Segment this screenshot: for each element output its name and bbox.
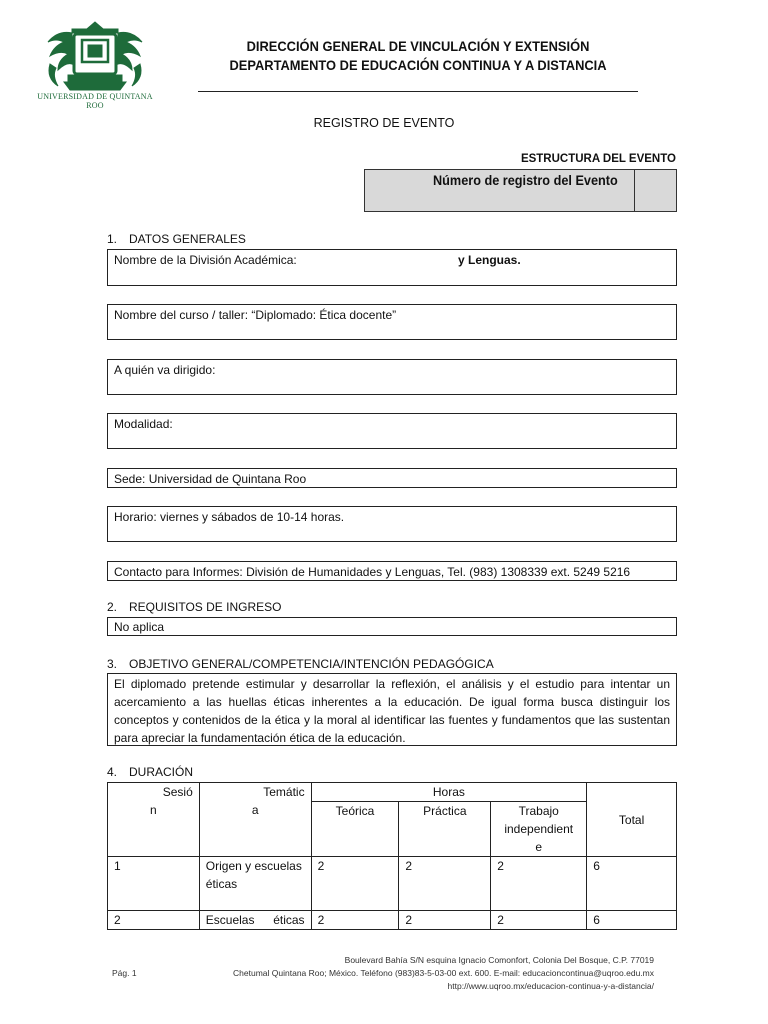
header-practica: Práctica — [399, 802, 491, 857]
section-number: 3. — [107, 657, 118, 671]
table-row — [108, 857, 677, 911]
header-line-1: DIRECCIÓN GENERAL DE VINCULACIÓN Y EXTENSIÓN — [246, 38, 590, 54]
cell-practica: 2 — [399, 857, 491, 911]
footer-url[interactable]: http://www.uqroo.mx/educacion-continua-y-a-distancia/ — [447, 981, 654, 991]
section-duracion — [107, 765, 193, 779]
curso-field — [107, 304, 677, 340]
university-crest-icon — [28, 20, 162, 92]
page-number: Pág. 1 — [112, 968, 137, 978]
section-number: 2. — [107, 600, 118, 614]
objetivo-text: El diplomado pretende estimular y desarrollar la reflexión, el análisis y el estudio para intentar un acercamiento a las huellas éticas inherentes a la educación. De igual forma busca distinguir los conceptos y contenidos de la ética y la moral al identificar las fuentes y fundamentos que las sustentan para apreciar la fundamentación ética de la educación. — [114, 677, 670, 745]
modalidad-field — [107, 413, 677, 449]
section-objetivo — [107, 657, 494, 671]
sede-field — [107, 468, 677, 488]
division-field — [107, 249, 677, 286]
header-divider — [198, 91, 638, 92]
header-trabajo-b: independient — [504, 822, 574, 836]
contacto-field — [107, 561, 677, 581]
horario-field — [107, 506, 677, 542]
header-horas: Horas — [311, 783, 587, 802]
registration-number-label: Número de registro del Evento — [433, 173, 618, 188]
cell-sesion: 1 — [108, 857, 200, 911]
section-title: OBJETIVO GENERAL/COMPETENCIA/INTENCIÓN PEDAGÓGICA — [129, 657, 494, 671]
cell-sesion: 2 — [108, 911, 200, 930]
university-name: UNIVERSIDAD DE QUINTANA ROO — [37, 92, 153, 110]
cell-trabajo: 2 — [491, 911, 587, 930]
footer-address: Boulevard Bahía S/N esquina Ignacio Comonfort, Colonia Del Bosque, C.P. 77019 — [344, 955, 654, 965]
dirigido-text: A quién va dirigido: — [114, 363, 216, 377]
division-label: Nombre de la División Académica: — [114, 253, 297, 267]
modalidad-text: Modalidad: — [114, 417, 173, 431]
header-teorica: Teórica — [311, 802, 399, 857]
requisitos-text: No aplica — [114, 620, 165, 634]
cell-teorica: 2 — [311, 857, 399, 911]
cell-total: 6 — [587, 911, 677, 930]
cell-trabajo: 2 — [491, 857, 587, 911]
curso-text: Nombre del curso / taller: “Diplomado: Ética docente” — [114, 308, 397, 322]
section-title: REQUISITOS DE INGRESO — [129, 600, 282, 614]
footer-contact: Chetumal Quintana Roo; México. Teléfono (983)83-5-03-00 ext. 600. E-mail: educacioncontinua@uqroo.edu.mx — [233, 968, 654, 978]
header-trabajo — [491, 802, 587, 857]
cell-total: 6 — [587, 857, 677, 911]
header-tematica-a: Temátic — [263, 785, 305, 799]
cell-tematica: Escuelas éticas — [199, 911, 311, 930]
section-title: DURACIÓN — [129, 765, 194, 779]
section-requisitos — [107, 600, 281, 614]
cell-teorica: 2 — [311, 911, 399, 930]
dirigido-field — [107, 359, 677, 395]
sede-text: Sede: Universidad de Quintana Roo — [114, 472, 307, 486]
requisitos-field — [107, 617, 677, 636]
section-title: DATOS GENERALES — [129, 232, 246, 246]
registration-number-box — [364, 169, 677, 212]
section-number: 1. — [107, 232, 118, 246]
section-number: 4. — [107, 765, 118, 779]
section-datos-generales — [107, 232, 246, 246]
header-trabajo-c: e — [535, 840, 543, 854]
objetivo-field — [107, 673, 677, 746]
cell-tematica: Origen y escuelas éticas — [199, 857, 311, 911]
header-trabajo-a: Trabajo — [518, 804, 559, 818]
registration-number-cell[interactable] — [634, 170, 676, 211]
contacto-text: Contacto para Informes: División de Humanidades y Lenguas, Tel. (983) 1308339 ext. 5249 5216 — [114, 565, 631, 579]
cell-practica: 2 — [399, 911, 491, 930]
header-line-2: DEPARTAMENTO DE EDUCACIÓN CONTINUA Y A DISTANCIA — [229, 57, 607, 73]
header-tematica — [199, 783, 311, 857]
header-sesion — [108, 783, 200, 857]
table-header-row — [108, 783, 677, 802]
duracion-table — [107, 782, 677, 930]
header-tematica-b: a — [251, 803, 259, 817]
horario-text: Horario: viernes y sábados de 10-14 horas. — [114, 510, 345, 524]
header-total: Total — [587, 783, 677, 857]
header-sesion-b: n — [150, 803, 157, 817]
table-row — [108, 911, 677, 930]
division-value: y Lenguas. — [458, 253, 521, 267]
document-title: REGISTRO DE EVENTO — [313, 116, 455, 130]
estructura-label: ESTRUCTURA DEL EVENTO — [520, 153, 676, 165]
header-sesion-a: Sesió — [162, 785, 193, 799]
